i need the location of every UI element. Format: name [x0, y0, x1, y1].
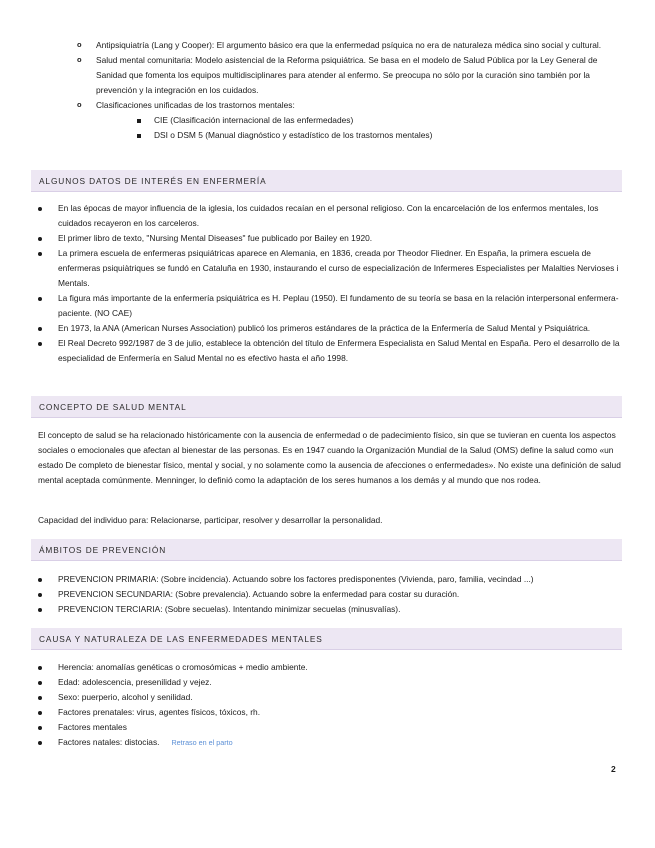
section-heading-nursing: ALGUNOS DATOS DE INTERÉS EN ENFERMERÍA: [31, 170, 622, 192]
list-item: Factores mentales: [36, 720, 621, 735]
list-item: La primera escuela de enfermeras psiquiátricas aparece en Alemania, en 1836, creada por Theodor Fliedner. En España, la primera escuela de enfermeras psiquiàtriques se fundó en Cataluña en 1930, instaurando el curso de especialización de Infermeres Especialistes per Malalties Nervioses i Mentals.: [36, 246, 621, 291]
list-item: DSI o DSM 5 (Manual diagnóstico y estadístico de los trastornos mentales): [96, 128, 621, 143]
list-item: La figura más importante de la enfermería psiquiátrica es H. Peplau (1950). El fundamento de su teoría se basa en la relación interpersonal enfermera-paciente. (NO CAE): [36, 291, 621, 321]
margin-comment: Retraso en el parto: [171, 738, 233, 747]
list-item: En 1973, la ANA (American Nurses Association) publicó los primeros estándares de la práctica de la Enfermería de Salud Mental y Psiquiátrica.: [36, 321, 621, 336]
section-heading-concept: CONCEPTO DE SALUD MENTAL: [31, 396, 622, 418]
nursing-list: [36, 201, 621, 366]
prevention-list: [36, 572, 621, 617]
list-item: En las épocas de mayor influencia de la iglesia, los cuidados recaían en el personal religioso. Con la encarcelación de los enfermos mentales, los cuidados recayeron en los carceleros.: [36, 201, 621, 231]
causes-list: [36, 660, 621, 750]
list-item: o Salud mental comunitaria: Modelo asistencial de la Reforma psiquiátrica. Se basa en el modelo de Salud Pública por la Ley General de Sanidad que fomenta los equipos multidisciplinares para atender al enfermo. Se preocupa no sólo por la curación sino también por la prevención y la integración en los cuidados.: [76, 53, 621, 98]
list-item: PREVENCION PRIMARIA: (Sobre incidencia). Actuando sobre los factores predisponentes (Vivienda, paro, familia, vecindad ...): [36, 572, 621, 587]
list-item: Sexo: puerperio, alcohol y senilidad.: [36, 690, 621, 705]
section-heading-prevention: ÁMBITOS DE PREVENCIÓN: [31, 539, 622, 561]
list-item: CIE (Clasificación internacional de las enfermedades): [96, 113, 621, 128]
list-item: Edad: adolescencia, presenilidad y vejez.: [36, 675, 621, 690]
list-item: o Antipsiquiatría (Lang y Cooper): El argumento básico era que la enfermedad psíquica no era de naturaleza médica sino social y cultural.: [76, 38, 621, 53]
section-heading-causes: CAUSA Y NATURALEZA DE LAS ENFERMEDADES MENTALES: [31, 628, 622, 650]
list-item: PREVENCION SECUNDARIA: (Sobre prevalencia). Actuando sobre la enfermedad para costar su duración.: [36, 587, 621, 602]
list-item: Herencia: anomalías genéticas o cromosómicas + medio ambiente.: [36, 660, 621, 675]
list-item: El primer libro de texto, "Nursing Mental Diseases" fue publicado por Bailey en 1920.: [36, 231, 621, 246]
list-item: o Clasificaciones unificadas de los trastornos mentales: CIE (Clasificación internacional de las enfermedades) DSI o DSM 5 (Manual diagnóstico y estadístico de los trastornos mentales): [76, 98, 621, 143]
list-item: PREVENCION TERCIARIA: (Sobre secuelas). Intentando minimizar secuelas (minusvalías).: [36, 602, 621, 617]
top-sub-list: [76, 38, 621, 143]
classification-list: [96, 113, 621, 143]
concept-paragraph: El concepto de salud se ha relacionado históricamente con la ausencia de enfermedad o de padecimiento físico, sin que se tuvieran en cuenta los aspectos sociales o emocionales que afectan al bienestar de las personas. Es en 1947 cuando la Organización Mundial de la Salud (OMS) define la salud como «un estado De completo de bienestar físico, mental y social, y no solamente como la ausencia de afecciones o enfermedades». No existe una definición de salud mental aceptada comúnmente. Menninger, lo definió como la adaptación de los seres humanos a los demás y al mundo que nos rodea.: [38, 430, 621, 485]
page-number: 2: [611, 764, 616, 774]
list-item: Factores prenatales: virus, agentes físicos, tóxicos, rh.: [36, 705, 621, 720]
list-item: El Real Decreto 992/1987 de 3 de julio, establece la obtención del título de Enfermera Especialista en Salud Mental en España. Pero el desarrollo de la especialidad de Enfermería en Salud Mental no es efectivo hasta el año 1998.: [36, 336, 621, 366]
capacity-paragraph: Capacidad del individuo para: Relacionarse, participar, resolver y desarrollar la personalidad.: [38, 515, 383, 525]
list-item: Factores natales: distocias. Retraso en el parto: [36, 735, 621, 750]
